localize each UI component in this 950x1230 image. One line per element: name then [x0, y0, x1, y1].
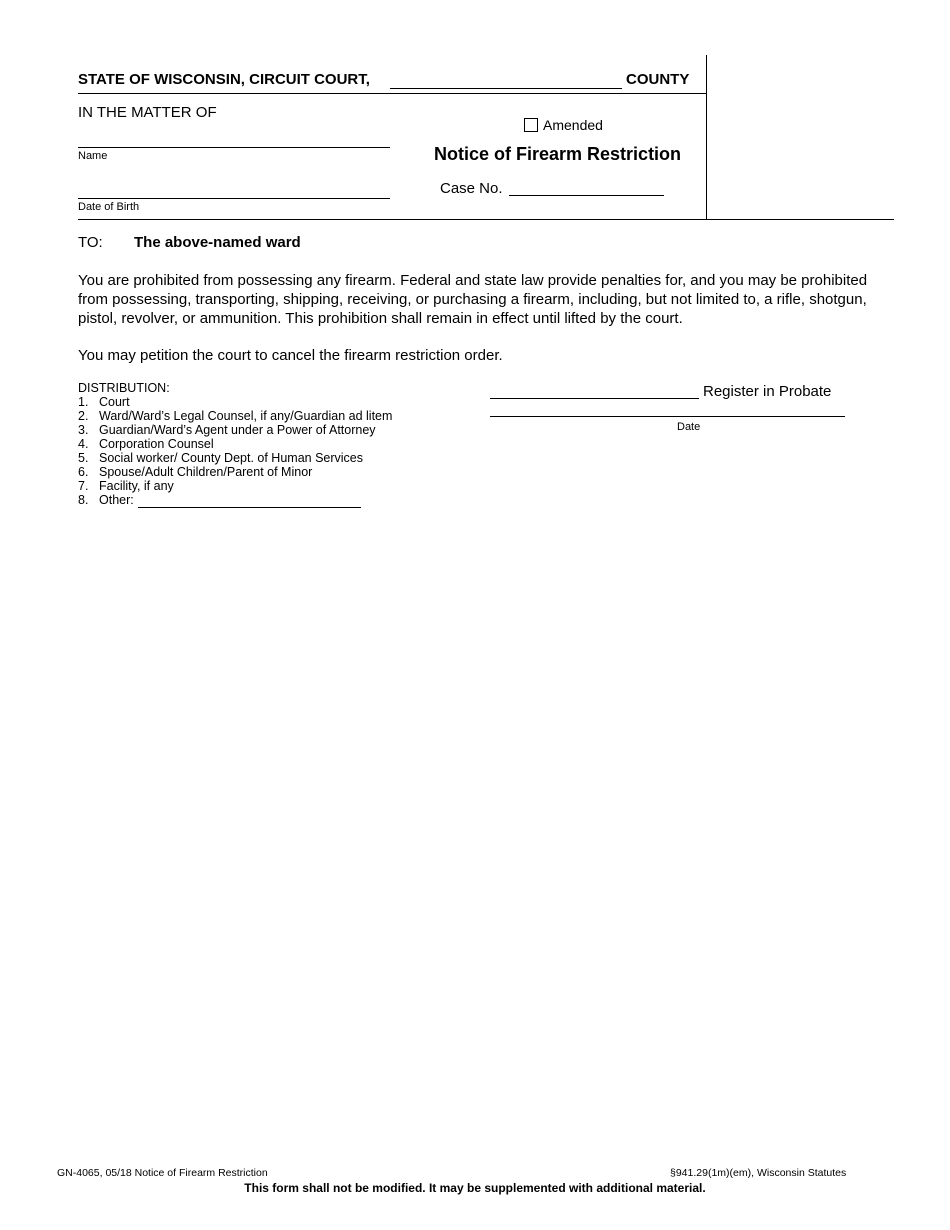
list-item: 5. Social worker/ County Dept. of Human Services — [78, 451, 363, 465]
petition-paragraph: You may petition the court to cancel the firearm restriction order. — [78, 347, 503, 364]
name-label: Name — [78, 150, 108, 162]
form-id: GN-4065, 05/18 Notice of Firearm Restriction — [57, 1167, 268, 1179]
statute-reference: §941.29(1m)(em), Wisconsin Statutes — [670, 1167, 847, 1179]
to-label: TO: — [78, 234, 103, 251]
distribution-list — [78, 395, 392, 507]
case-no-field[interactable] — [509, 195, 664, 196]
name-field[interactable] — [78, 147, 390, 148]
list-item: 2. Ward/Ward’s Legal Counsel, if any/Guardian ad litem — [78, 409, 393, 423]
date-label: Date — [677, 421, 701, 433]
amended-label: Amended — [543, 117, 603, 133]
header-rule — [78, 93, 706, 94]
dob-field[interactable] — [78, 198, 390, 199]
caption-bottom-rule — [78, 219, 894, 220]
register-signature-field[interactable] — [490, 398, 699, 399]
register-in-probate-label: Register in Probate — [703, 383, 832, 400]
amended-checkbox[interactable] — [524, 118, 538, 132]
list-item: 6. Spouse/Adult Children/Parent of Minor — [78, 465, 313, 479]
list-item: 7. Facility, if any — [78, 479, 174, 493]
prohibition-paragraph: You are prohibited from possessing any firearm. Federal and state law provide penalties for, and you may be prohibited from possessing, transporting, shipping, receiving, or purchasing a firearm, including, but not limited to, a rifle, shotgun, pistol, revolver, or ammunition. This prohibition shall remain in effect until lifted by the court. — [78, 272, 868, 327]
dob-label: Date of Birth — [78, 201, 140, 213]
amended-checkbox-group[interactable] — [524, 117, 603, 133]
header-vertical-divider — [706, 55, 707, 220]
form-title: Notice of Firearm Restriction — [434, 144, 682, 164]
list-item: 1. Court — [78, 395, 130, 409]
other-field[interactable] — [138, 507, 361, 508]
list-item: 3. Guardian/Ward’s Agent under a Power of Attorney — [78, 423, 376, 437]
date-field[interactable] — [490, 416, 845, 417]
court-label: STATE OF WISCONSIN, CIRCUIT COURT, — [78, 71, 370, 88]
matter-label: IN THE MATTER OF — [78, 104, 217, 121]
county-label: COUNTY — [626, 71, 690, 88]
distribution-title: DISTRIBUTION: — [78, 381, 170, 395]
to-value: The above-named ward — [134, 234, 301, 251]
list-item: 8. Other: — [78, 493, 134, 507]
case-no-label: Case No. — [440, 180, 503, 197]
modification-notice: This form shall not be modified. It may be supplemented with additional material. — [244, 1181, 706, 1195]
county-field[interactable] — [390, 88, 622, 89]
list-item: 4. Corporation Counsel — [78, 437, 214, 451]
